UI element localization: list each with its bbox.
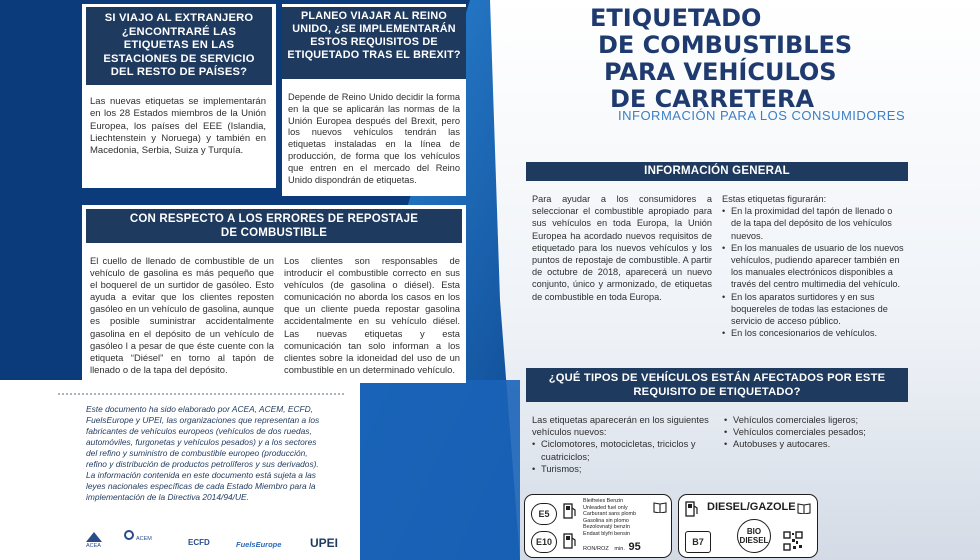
diesel-label-card	[678, 494, 818, 558]
book-icon	[797, 502, 811, 514]
acea-logo: ACEA	[86, 532, 102, 549]
e5-code: E5	[531, 503, 557, 525]
vehicle-types-list-2	[724, 414, 904, 451]
list-item: • Turismos;	[532, 463, 718, 475]
e10-code: E10	[531, 531, 557, 553]
refuel-errors-col1: El cuello de llenado de combustible de un vehículo de gasolina es más pequeño que el boquerel de un surtidor de gasóleo. Esto ayuda a evitar que los clientes reposten gasóleo en un vehículo de gasolina, aunque es posible suministrar accidentalmente gasolina en el depósito de un vehículo de gasóleo l a pesar de que éste cuente con la etiqueta “Diésel” en torno al tapón de llenado o de la tapa del depósito.	[90, 255, 274, 375]
general-info-intro: Estas etiquetas figurarán:	[722, 194, 827, 204]
abroad-body: Las nuevas etiquetas se implementarán en los 28 Estados miembros de la Unión Europea, los países del EEE (Islandia, Liechtenstein y Noruega) y también en Macedonia, Serbia, Suiza y Turquía.	[90, 96, 266, 157]
abroad-heading: SI VIAJO AL EXTRANJERO ¿ENCONTRARÉ LAS ETIQUETAS EN LAS ESTACIONES DE SERVICIO DEL RESTO DE PAÍSES?	[86, 7, 272, 85]
acea-logo-mark	[86, 532, 102, 542]
acem-logo: ACEM	[124, 530, 152, 542]
refuel-errors-col2: Los clientes son responsables de introducir el combustible correcto en sus vehículos (de gasolina o diésel). Esta comunicación no aborda los casos en los que un cliente pueda repostar gasolina accidentalmente en su vehículo diésel. Las nuevas etiquetas y esta comunicación tan solo informan a los clientes sobre la idoneidad del uso de un combustible en un determinado vehículo.	[284, 255, 460, 375]
ecfd-logo: ECFD	[188, 538, 210, 547]
upei-logo: UPEI	[310, 536, 339, 550]
diesel-title: DIESEL/GAZOLE	[707, 501, 796, 513]
acem-logo-mark	[124, 530, 134, 540]
vehicle-types-list-1	[532, 438, 718, 475]
vehicle-types-intro: Las etiquetas aparecerán en los siguientes vehículos nuevos:	[532, 415, 709, 438]
page-subtitle: INFORMACIÓN PARA LOS CONSUMIDORES	[618, 108, 906, 123]
qr-code-icon	[783, 531, 803, 551]
vehicle-types-heading: ¿QUÉ TIPOS DE VEHÍCULOS ESTÁN AFECTADOS POR ESTE REQUISITO DE ETIQUETADO?	[526, 368, 908, 402]
fuel-pump-icon	[685, 501, 699, 517]
footer-logos	[86, 528, 356, 554]
book-icon	[653, 501, 667, 513]
brexit-body: Depende de Reino Unido decidir la forma en la que se aplicarán las normas de la Unión Europea después del Brexit, pero los nuevos vehículos tendrán las etiquetas instaladas en la línea de producción, de forma que los vehículos que entren en el mercado del Reino Unido dispondrán de etiquetas.	[288, 92, 460, 185]
general-info-col2	[722, 193, 904, 339]
brexit-heading: PLANEO VIAJAR AL REINO UNIDO, ¿SE IMPLEMENTARÁN ESTOS REQUISITOS DE ETIQUETADO TRAS EL BREXIT?	[282, 7, 466, 79]
refuel-errors-heading: CON RESPECTO A LOS ERRORES DE REPOSTAJE DE COMBUSTIBLE	[86, 209, 462, 243]
b7-code: B7	[685, 531, 711, 553]
petrol-label-card	[524, 494, 672, 558]
list-item: • En los aparatos surtidores y en sus boquereles de todas las estaciones de servicio de acceso público.	[722, 291, 904, 328]
fuelseurope-logo: FuelsEurope	[236, 540, 282, 549]
list-item: • Vehículos comerciales pesados;	[724, 426, 904, 438]
list-item: • En la proximidad del tapón de llenado o de la tapa del depósito de los vehículos nuevos.	[722, 205, 904, 242]
page-title: ETIQUETADO DE COMBUSTIBLES PARA VEHÍCULOS DE CARRETERA	[590, 4, 853, 113]
petrol-names: Bleifreies Benzin Unleaded fuel only Carburant sans plomb Gasolina sin plomo Bezolovnatý benzín Endast blyfri bensin	[583, 498, 637, 537]
bio-diesel-badge: BIO DIESEL	[737, 519, 771, 553]
fuel-pump-icon	[563, 533, 577, 549]
list-item: • En los concesionarios de vehículos.	[722, 327, 904, 339]
fuel-pump-icon	[563, 503, 577, 519]
general-info-col1: Para ayudar a los consumidores a seleccionar el combustible apropiado para sus vehículos en toda Europa, la Unión Europea ha acordado nuevos requisitos de etiquetado para los nuevos vehículos y los puntos de repostaje de combustible. A partir de octubre de 2018, aparecerá un nuevo conjunto, único y armonizado, de etiquetas de combustible en toda Europa.	[532, 194, 712, 302]
ron-value-row: RON/ROZ min. 95	[583, 541, 641, 553]
general-info-heading: INFORMACIÓN GENERAL	[526, 162, 908, 181]
general-info-list	[722, 205, 904, 339]
list-item: • Ciclomotores, motocicletas, triciclos y cuatriciclos;	[532, 438, 718, 462]
list-item: • En los manuales de usuario de los nuevos vehículos, pudiendo aparecer también en los manuales electrónicos disponibles a través del centro multimedia del vehículo.	[722, 242, 904, 291]
vehicle-types-col1	[532, 414, 718, 475]
list-item: • Vehículos comerciales ligeros;	[724, 414, 904, 426]
footer-text: Este documento ha sido elaborado por ACEA, ACEM, ECFD, FuelsEurope y UPEI, las organizaciones que representan a los fabricantes de vehículos europeos (vehículos de dos ruedas, automóviles, furgonetas y vehículos pesados) y a los sectores del refino y suministro de combustible europeo (producción, refino y distribución de productos petrolíferos y sus derivados). La información contenida en este documento está sujeta a las leyes nacionales específicas de cada Estado Miembro para la implementación de la Directiva 2014/94/UE.	[86, 404, 320, 502]
list-item: • Autobuses y autocares.	[724, 438, 904, 450]
